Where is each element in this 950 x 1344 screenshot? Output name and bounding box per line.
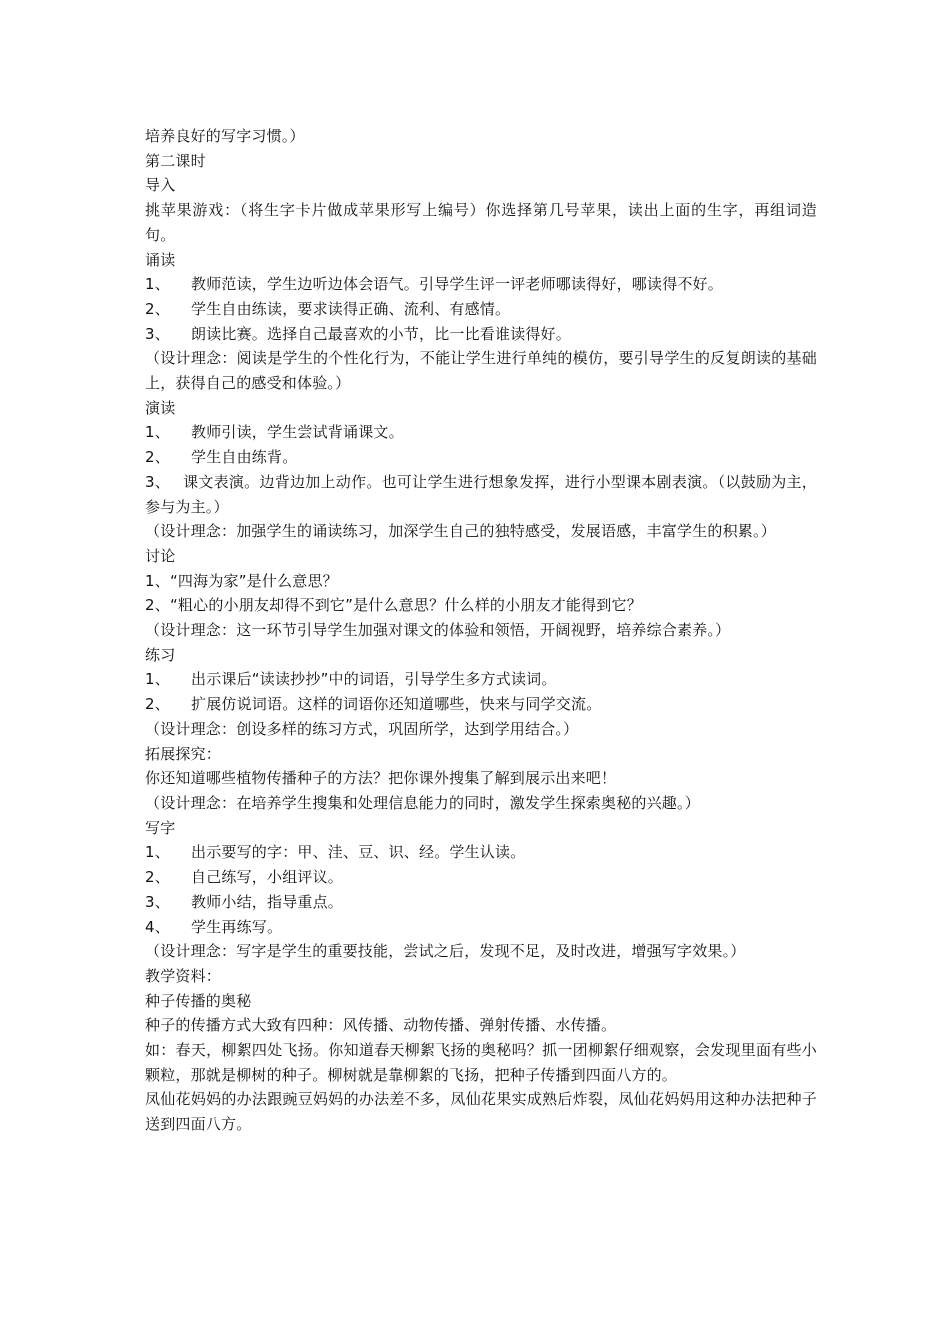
list-item xyxy=(145,915,817,940)
section-heading: 写字 xyxy=(145,818,176,837)
list-number: 3、 xyxy=(145,892,170,911)
paragraph: 挑苹果游戏：（将生字卡片做成苹果形写上编号）你选择第几号苹果，读出上面的生字，再组词造句。 xyxy=(145,201,817,244)
list-text: 扩展仿说词语。这样的词语你还知道哪些，快来与同学交流。 xyxy=(191,695,602,714)
list-number: 1、 xyxy=(145,843,170,862)
list-text: 出示要写的字：甲、洼、豆、识、经。学生认读。 xyxy=(191,843,526,862)
section-heading: 第二课时 xyxy=(145,151,206,170)
design-note: （设计理念：这一环节引导学生加强对课文的体验和领悟，开阔视野，培养综合素养。） xyxy=(145,621,731,640)
question-item: 1、“四海为家”是什么意思？ xyxy=(145,571,338,590)
list-text: 自己练写，小组评议。 xyxy=(191,868,344,887)
list-text: 教师引读，学生尝试背诵课文。 xyxy=(191,423,404,442)
design-note: （设计理念：阅读是学生的个性化行为，不能让学生进行单纯的模仿，要引导学生的反复朗读的基础上，获得自己的感受和体验。） xyxy=(145,349,817,393)
list-text: 教师小结，指导重点。 xyxy=(191,892,344,911)
list-number: 3、 xyxy=(145,324,170,343)
section-heading: 讨论 xyxy=(145,546,176,565)
list-item xyxy=(145,470,817,519)
list-number: 1、 xyxy=(145,670,170,689)
list-item xyxy=(145,297,817,322)
subsection-title: 种子传播的奥秘 xyxy=(145,991,252,1010)
list-text: 教师范读，学生边听边体会语气。引导学生评一评老师哪读得好，哪读得不好。 xyxy=(191,275,724,294)
paragraph: 你还知道哪些植物传播种子的方法？把你课外搜集了解到展示出来吧！ xyxy=(145,769,617,788)
text-line: 培养良好的写字习惯。） xyxy=(145,127,305,145)
design-note: （设计理念：加强学生的诵读练习，加深学生自己的独特感受，发展语感，丰富学生的积累。） xyxy=(145,522,776,541)
list-text: 学生再练写。 xyxy=(191,917,283,936)
section-heading: 拓展探究： xyxy=(145,744,222,763)
list-number: 2、 xyxy=(145,448,170,467)
paragraph: 凤仙花妈妈的办法跟豌豆妈妈的办法差不多，凤仙花果实成熟后炸裂，凤仙花妈妈用这种办法把种子送到四面八方。 xyxy=(145,1090,817,1134)
document-body xyxy=(145,124,817,1137)
list-number: 4、 xyxy=(145,917,170,936)
list-item xyxy=(145,840,817,865)
list-item xyxy=(145,420,817,445)
list-item xyxy=(145,272,817,297)
section-heading: 练习 xyxy=(145,645,176,664)
list-item xyxy=(145,667,817,692)
list-number: 1、 xyxy=(145,275,170,294)
list-text: 学生自由练读，要求读得正确、流利、有感情。 xyxy=(191,299,511,318)
design-note: （设计理念：创设多样的练习方式，巩固所学，达到学用结合。） xyxy=(145,719,579,738)
list-text: 朗读比赛。选择自己最喜欢的小节，比一比看谁读得好。 xyxy=(191,324,572,343)
section-heading: 教学资料： xyxy=(145,966,222,985)
list-item xyxy=(145,445,817,470)
list-text: 学生自由练背。 xyxy=(191,448,298,467)
design-note: （设计理念：在培养学生搜集和处理信息能力的同时，激发学生探索奥秘的兴趣。） xyxy=(145,793,700,812)
list-item xyxy=(145,865,817,890)
design-note: （设计理念：写字是学生的重要技能，尝试之后，发现不足，及时改进，增强写字效果。） xyxy=(145,942,746,961)
list-text: 课文表演。边背边加上动作。也可让学生进行想象发挥，进行小型课本剧表演。（以鼓励为主，参与为主。） xyxy=(145,472,817,516)
list-item xyxy=(145,692,817,717)
paragraph: 种子的传播方式大致有四种：风传播、动物传播、弹射传播、水传播。 xyxy=(145,1016,617,1035)
question-item: 2、“粗心的小朋友却得不到它”是什么意思？什么样的小朋友才能得到它？ xyxy=(145,596,642,615)
list-number: 1、 xyxy=(145,423,170,442)
list-number: 2、 xyxy=(145,299,170,318)
section-heading: 演读 xyxy=(145,398,176,417)
list-number: 2、 xyxy=(145,695,170,714)
list-item xyxy=(145,890,817,915)
paragraph: 如：春天，柳絮四处飞扬。你知道春天柳絮飞扬的奥秘吗？抓一团柳絮仔细观察，会发现里面有些小颗粒，那就是柳树的种子。柳树就是靠柳絮的飞扬，把种子传播到四面八方的。 xyxy=(145,1041,817,1084)
list-text: 出示课后“读读抄抄”中的词语，引导学生多方式读词。 xyxy=(191,670,557,689)
section-heading: 诵读 xyxy=(145,250,176,269)
section-heading: 导入 xyxy=(145,176,176,195)
list-number: 2、 xyxy=(145,868,170,887)
list-number: 3、 xyxy=(145,472,170,491)
list-item xyxy=(145,322,817,347)
